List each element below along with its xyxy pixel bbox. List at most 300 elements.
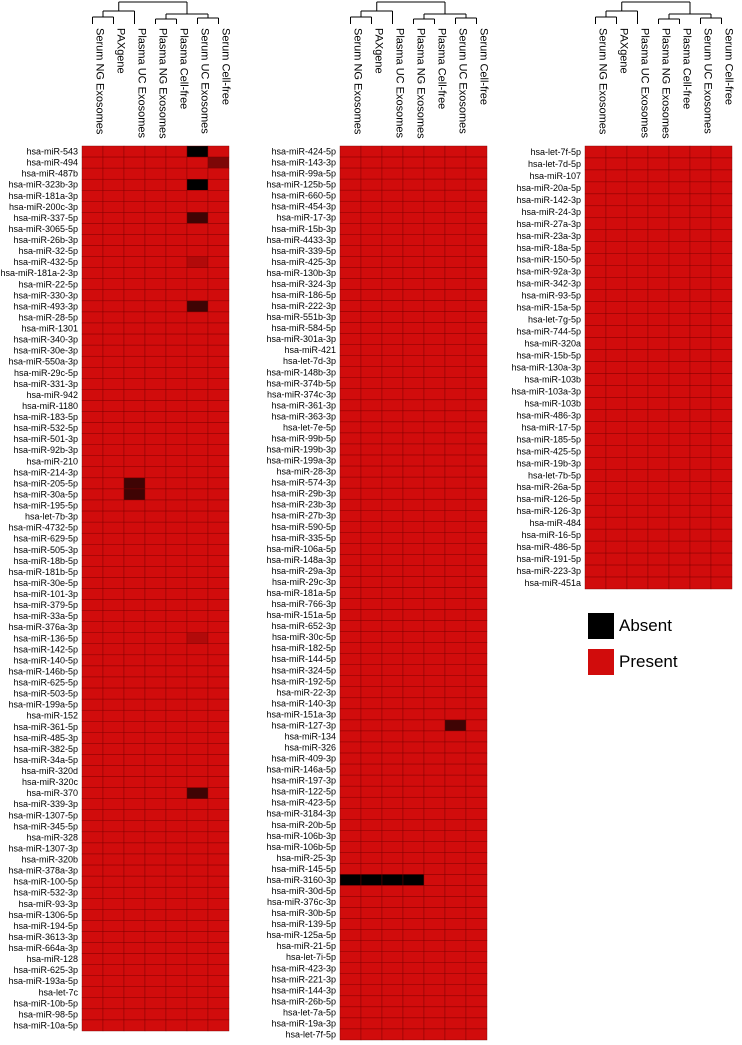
heatmap-cell [103,500,124,511]
heatmap-cell [208,356,229,367]
heatmap-cell [340,223,361,234]
heatmap-cell [187,212,208,223]
heatmap-cell [648,290,669,302]
heatmap-cell [669,421,690,433]
row-label: hsa-miR-664a-3p [8,943,78,954]
heatmap-cell [187,201,208,212]
heatmap-cell [382,852,403,863]
heatmap-cell [382,797,403,808]
heatmap-cell [424,1029,445,1040]
heatmap-cell [145,876,166,887]
heatmap-cell [82,688,103,699]
heatmap-cell [382,731,403,742]
column-label: Serum Cell-free [722,28,735,106]
heatmap-cell [82,699,103,710]
heatmap-cell [648,278,669,290]
heatmap-cell [424,554,445,565]
heatmap-panel-2 [266,2,489,1040]
heatmap-cell [424,643,445,654]
heatmap-cell [382,830,403,841]
heatmap-cell [82,146,103,157]
heatmap-cell [690,469,711,481]
heatmap-cell [424,764,445,775]
heatmap-cell [82,555,103,566]
heatmap-cell [340,742,361,753]
heatmap-cell [145,909,166,920]
heatmap-cell [669,457,690,469]
heatmap-cell [103,766,124,777]
heatmap-cell [424,908,445,919]
heatmap-cell [361,168,382,179]
row-label: hsa-miR-199b-3p [266,444,336,455]
heatmap-cell [361,974,382,985]
heatmap-cell [466,345,487,356]
heatmap-cell [669,445,690,457]
heatmap-cell [208,998,229,1009]
heatmap-cell [424,378,445,389]
heatmap-cell [648,373,669,385]
heatmap-cell [208,976,229,987]
row-label: hsa-miR-205-5p [13,478,78,489]
heatmap-cell [124,987,145,998]
heatmap-cell [103,301,124,312]
row-label: hsa-miR-454-3p [271,201,336,212]
heatmap-cell [445,554,466,565]
row-label: hsa-miR-34a-5p [13,754,78,765]
heatmap-cell [382,444,403,455]
heatmap-cell [145,456,166,467]
heatmap-cell [103,965,124,976]
heatmap-cell [445,1029,466,1040]
heatmap-cell [82,633,103,644]
row-label: hsa-miR-29b-3p [271,488,336,499]
heatmap-cell [340,599,361,610]
heatmap-cell [340,543,361,554]
heatmap-cell [340,930,361,941]
heatmap-cell [124,268,145,279]
heatmap-cell [82,168,103,179]
heatmap-cell [145,931,166,942]
heatmap-cell [466,775,487,786]
heatmap-cell [145,400,166,411]
heatmap-cell [82,423,103,434]
heatmap-cell [466,963,487,974]
heatmap-cell [382,256,403,267]
heatmap-cell [403,576,424,587]
heatmap-cell [669,266,690,278]
column-label: Serum NG Exosomes [596,28,609,135]
heatmap-cell [361,367,382,378]
row-label: hsa-miR-379-5p [13,600,78,611]
heatmap-cell [669,541,690,553]
heatmap-cell [466,499,487,510]
heatmap-cell [669,517,690,529]
heatmap-cell [648,338,669,350]
heatmap-cell [166,710,187,721]
column-label: Serum Cell-free [477,28,490,106]
heatmap-cell [711,362,732,374]
heatmap-cell [382,466,403,477]
heatmap-cell [361,223,382,234]
heatmap-cell [669,481,690,493]
heatmap-cell [424,775,445,786]
heatmap-cell [340,301,361,312]
heatmap-cell [187,522,208,533]
heatmap-cell [606,182,627,194]
heatmap-cell [690,362,711,374]
heatmap-cell [361,389,382,400]
heatmap-cell [103,1020,124,1031]
heatmap-cell [669,350,690,362]
heatmap-cell [445,289,466,300]
row-label: hsa-miR-337-5p [13,212,78,223]
dendrogram [93,2,219,24]
heatmap-cell [82,743,103,754]
row-label: hsa-miR-26b-3p [13,235,78,246]
heatmap-cell [424,665,445,676]
heatmap-cell [145,500,166,511]
row-label: hsa-miR-320b [21,854,78,865]
heatmap-cell [361,963,382,974]
heatmap-cell [82,389,103,400]
heatmap-cell [648,421,669,433]
heatmap-cell [124,611,145,622]
heatmap-cell [627,565,648,577]
row-label: hsa-miR-151a-5p [266,610,336,621]
heatmap-cell [585,481,606,493]
heatmap-cell [361,1007,382,1018]
row-label: hsa-miR-210 [26,456,78,467]
heatmap-cell [208,511,229,522]
row-label: hsa-miR-92a-3p [516,266,581,277]
heatmap-cell [340,367,361,378]
heatmap-cell [585,314,606,326]
heatmap-cell [187,367,208,378]
heatmap-cell [711,290,732,302]
heatmap-cell [361,764,382,775]
heatmap-cell [166,832,187,843]
heatmap-cell [382,985,403,996]
heatmap-cell [361,952,382,963]
row-label: hsa-miR-324-5p [271,665,336,676]
heatmap-cell [403,643,424,654]
heatmap-cell [187,168,208,179]
heatmap-cell [361,863,382,874]
heatmap-cell [403,378,424,389]
row-label: hsa-miR-494 [26,157,78,168]
heatmap-cell [82,179,103,190]
heatmap-cell [124,279,145,290]
heatmap-cell [424,919,445,930]
heatmap-cell [361,400,382,411]
heatmap-cell [466,389,487,400]
row-label: hsa-miR-376c-3p [266,897,336,908]
heatmap-cell [103,699,124,710]
heatmap-cell [103,788,124,799]
heatmap-cell [403,742,424,753]
heatmap-cell [466,1029,487,1040]
heatmap-cell [361,212,382,223]
heatmap-cell [445,146,466,157]
heatmap-cell [403,267,424,278]
heatmap-cell [585,266,606,278]
heatmap-cell [382,168,403,179]
heatmap-cell [103,688,124,699]
heatmap-cell [145,589,166,600]
heatmap-cell [445,466,466,477]
heatmap-cell [466,323,487,334]
heatmap-cell [361,201,382,212]
row-label: hsa-miR-181a-3p [8,190,78,201]
row-label: hsa-miR-30d-5p [271,886,336,896]
row-label: hsa-miR-1180 [22,400,78,411]
heatmap-cell [187,1009,208,1020]
heatmap-cell [361,841,382,852]
heatmap-cell [627,385,648,397]
heatmap-cell [82,400,103,411]
row-label: hsa-let-7f-5p [285,1029,336,1040]
heatmap-cell [103,412,124,423]
heatmap-cell [690,266,711,278]
heatmap-cell [690,206,711,218]
heatmap-cell [690,302,711,314]
heatmap-cell [606,493,627,505]
heatmap-cell [340,312,361,323]
heatmap-cell [361,411,382,422]
heatmap-cell [445,963,466,974]
heatmap-cell [382,499,403,510]
heatmap-cell [711,517,732,529]
heatmap-cell [648,577,669,589]
heatmap-cell [187,423,208,434]
heatmap-cell [585,194,606,206]
heatmap-cell [690,409,711,421]
heatmap-cell [187,998,208,1009]
heatmap-cell [166,555,187,566]
heatmap-cell [166,854,187,865]
row-label: hsa-miR-17-5p [521,422,581,433]
row-label: hsa-miR-21-5p [276,941,336,952]
row-label: hsa-miR-382-5p [13,743,78,754]
heatmap-cell [424,345,445,356]
heatmap-cell [340,267,361,278]
heatmap-cell [166,168,187,179]
row-label: hsa-miR-625-5p [13,677,78,688]
heatmap-cell [466,753,487,764]
heatmap-cell [424,720,445,731]
heatmap-cell [466,698,487,709]
heatmap-cell [466,874,487,885]
heatmap-cell [187,334,208,345]
heatmap-cell [466,234,487,245]
heatmap-cell [208,810,229,821]
heatmap-cell [124,400,145,411]
heatmap-cell [361,665,382,676]
heatmap-cell [466,665,487,676]
heatmap-cell [445,312,466,323]
heatmap-cell [382,212,403,223]
heatmap-cell [669,362,690,374]
heatmap-cell [124,799,145,810]
heatmap-cell [361,179,382,190]
heatmap-cell [103,854,124,865]
heatmap-cell [403,919,424,930]
row-label: hsa-miR-27b-3p [271,510,336,521]
heatmap-cell [466,941,487,952]
heatmap-cell [124,334,145,345]
row-label: hsa-miR-339-3p [13,799,78,810]
heatmap-cell [606,194,627,206]
heatmap-cell [82,412,103,423]
heatmap-cell [208,777,229,788]
heatmap-cell [340,874,361,885]
heatmap-cell [103,931,124,942]
heatmap-cell [340,334,361,345]
heatmap-cell [403,444,424,455]
row-label: hsa-miR-361-5p [13,721,78,732]
row-label: hsa-miR-26a-5p [516,482,581,493]
heatmap-cell [382,941,403,952]
dendrogram [351,2,477,24]
heatmap-cell [103,987,124,998]
heatmap-cell [466,841,487,852]
heatmap-cell [145,577,166,588]
heatmap-cell [208,500,229,511]
row-label: hsa-miR-409-3p [271,753,336,764]
heatmap-cell [208,644,229,655]
heatmap-cell [208,611,229,622]
heatmap-cell [187,721,208,732]
heatmap-cell [445,565,466,576]
heatmap-cell [166,511,187,522]
row-label: hsa-miR-486-5p [516,542,581,553]
row-label: hsa-miR-93-3p [18,898,78,909]
heatmap-cell [103,898,124,909]
row-label: hsa-let-7d-3p [282,356,336,367]
row-label: hsa-miR-126-5p [516,494,581,505]
heatmap-cell [690,565,711,577]
heatmap-cell [403,289,424,300]
heatmap-cell [466,289,487,300]
heatmap-cell [627,517,648,529]
heatmap-cell [208,965,229,976]
heatmap-cell [711,541,732,553]
heatmap-cell [208,589,229,600]
heatmap-cell [208,345,229,356]
heatmap-cell [145,976,166,987]
row-label: hsa-miR-423-5p [271,797,336,808]
heatmap-cell [445,234,466,245]
heatmap-cell [445,731,466,742]
row-label: hsa-miR-425-5p [516,446,581,457]
heatmap-cell [445,356,466,367]
heatmap-cell [403,863,424,874]
heatmap-cell [208,876,229,887]
heatmap-cell [669,170,690,182]
heatmap-cell [648,505,669,517]
heatmap-cell [340,731,361,742]
heatmap-cell [361,477,382,488]
heatmap-cell [145,611,166,622]
row-label: hsa-miR-484 [529,518,581,529]
heatmap-cell [208,688,229,699]
row-label: hsa-miR-1307-3p [8,843,78,854]
heatmap-cell [606,350,627,362]
heatmap-cell [187,832,208,843]
heatmap-cell [340,632,361,643]
heatmap-cell [445,1007,466,1018]
heatmap-cell [606,290,627,302]
heatmap-cell [166,699,187,710]
heatmap-cell [187,655,208,666]
heatmap-cell [166,887,187,898]
heatmap-cell [187,345,208,356]
row-label: hsa-miR-30b-5p [271,908,336,919]
heatmap-cell [711,338,732,350]
heatmap-cell [585,158,606,170]
heatmap-cell [103,622,124,633]
heatmap-cell [445,422,466,433]
heatmap-cell [103,777,124,788]
heatmap-cell [124,511,145,522]
heatmap-cell [187,821,208,832]
heatmap-cell [166,279,187,290]
heatmap-cell [82,987,103,998]
heatmap-cell [403,345,424,356]
heatmap-cell [403,565,424,576]
heatmap-cell [361,455,382,466]
heatmap-cell [340,885,361,896]
row-label: hsa-let-7f-5p [530,146,581,157]
heatmap-cell [124,644,145,655]
heatmap-cell [124,898,145,909]
heatmap-cell [382,543,403,554]
heatmap-cell [145,223,166,234]
heatmap-cell [187,699,208,710]
row-label: hsa-miR-107 [529,170,581,181]
heatmap-cell [166,688,187,699]
heatmap-cell [340,499,361,510]
heatmap-cell [187,1020,208,1031]
heatmap-cell [103,290,124,301]
row-label: hsa-miR-487b [21,168,78,179]
heatmap-cell [187,566,208,577]
heatmap-cell [82,887,103,898]
heatmap-cell [187,865,208,876]
heatmap-cell [445,245,466,256]
heatmap-cell [648,409,669,421]
heatmap-cell [445,908,466,919]
heatmap-cell [340,808,361,819]
heatmap-cell [124,732,145,743]
heatmap-cell [648,433,669,445]
heatmap-cell [124,566,145,577]
heatmap-cell [403,731,424,742]
heatmap-cell [145,279,166,290]
heatmap-cell [82,268,103,279]
heatmap-cell [606,278,627,290]
heatmap-cell [208,378,229,389]
heatmap-cell [606,373,627,385]
heatmap-cell [424,654,445,665]
column-label: Serum UC Exosomes [701,28,714,134]
heatmap-cell [361,808,382,819]
heatmap-cell [124,522,145,533]
heatmap-cell [208,788,229,799]
heatmap-cell [403,885,424,896]
row-label: hsa-miR-146a-5p [266,764,336,775]
heatmap-cell [711,505,732,517]
